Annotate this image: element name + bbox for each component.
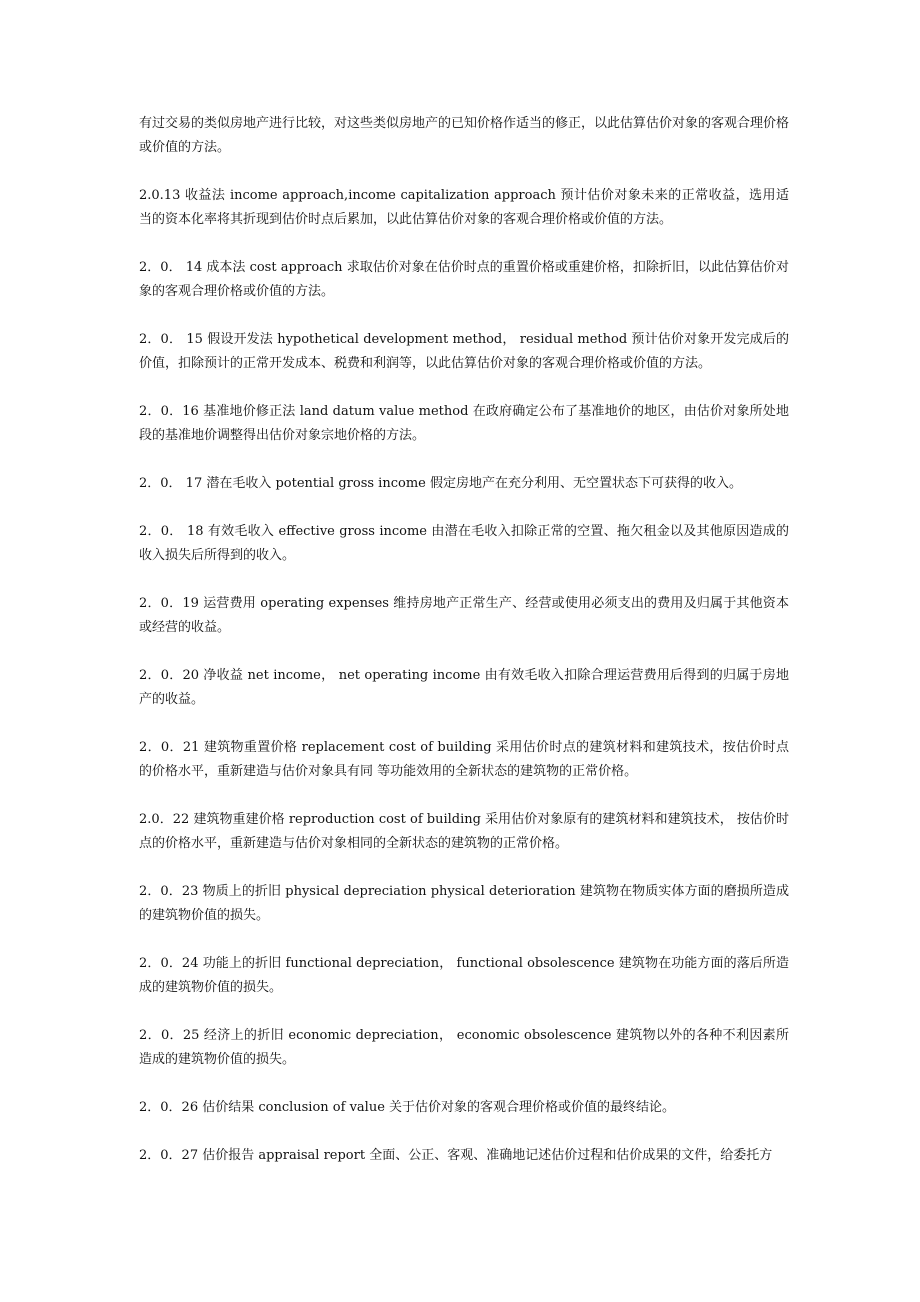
paragraph-2-0-19: 2．0．19 运营费用 operating expenses 维持房地产正常生产、经营或使用必须支出的费用及归属于其他资本或经营的收益。 — [139, 596, 789, 635]
paragraph-2-0-15: 2．0． 15 假设开发法 hypothetical development method， residual method 预计估价对象开发完成后的价值，扣除预计的正常开发成本、税费和利润等，以此估算估价对象的客观合理价格或价值的方法。 — [139, 332, 789, 371]
paragraph-2-0-16: 2．0．16 基准地价修正法 land datum value method 在政府确定公布了基准地价的地区，由估价对象所处地段的基准地价调整得出估价对象宗地价格的方法。 — [139, 404, 789, 443]
paragraph-2-0-22: 2.0．22 建筑物重建价格 reproduction cost of building 采用估价对象原有的建筑材料和建筑技术， 按估价时点的价格水平，重新建造与估价对象相同的全新状态的建筑物的正常价格。 — [139, 812, 789, 851]
paragraph-2-0-14: 2．0． 14 成本法 cost approach 求取估价对象在估价时点的重置价格或重建价格，扣除折旧，以此估算估价对象的客观合理价格或价值的方法。 — [139, 260, 789, 299]
paragraph-2-0-24: 2．0．24 功能上的折旧 functional depreciation， functional obsolescence 建筑物在功能方面的落后所造成的建筑物价值的损失。 — [139, 956, 789, 995]
paragraph-2-0-13: 2.0.13 收益法 income approach,income capitalization approach 预计估价对象未来的正常收益，选用适当的资本化率将其折现到估价时点后累加，以此估算估价对象的客观合理价格或价值的方法。 — [139, 188, 789, 227]
paragraph-2-0-20: 2．0．20 净收益 net income， net operating income 由有效毛收入扣除合理运营费用后得到的归属于房地产的收益。 — [139, 668, 789, 707]
paragraph-2-0-27: 2．0．27 估价报告 appraisal report 全面、公正、客观、准确地记述估价过程和估价成果的文件，给委托方 — [139, 1148, 773, 1163]
paragraph-2-0-21: 2．0．21 建筑物重置价格 replacement cost of building 采用估价时点的建筑材料和建筑技术，按估价时点的价格水平，重新建造与估价对象具有同 等功能效用的全新状态的建筑物的正常价格。 — [139, 740, 789, 779]
paragraph-continuation: 有过交易的类似房地产进行比较，对这些类似房地产的已知价格作适当的修正，以此估算估价对象的客观合理价格或价值的方法。 — [139, 116, 790, 155]
paragraph-2-0-26: 2．0．26 估价结果 conclusion of value 关于估价对象的客观合理价格或价值的最终结论。 — [139, 1100, 676, 1115]
paragraph-2-0-18: 2．0． 18 有效毛收入 effective gross income 由潜在毛收入扣除正常的空置、拖欠租金以及其他原因造成的收入损失后所得到的收入。 — [139, 524, 789, 563]
paragraph-2-0-17: 2．0． 17 潜在毛收入 potential gross income 假定房地产在充分利用、无空置状态下可获得的收入。 — [139, 476, 742, 491]
document-body — [139, 112, 789, 1192]
paragraph-2-0-25: 2．0．25 经济上的折旧 economic depreciation， economic obsolescence 建筑物以外的各种不利因素所造成的建筑物价值的损失。 — [139, 1028, 789, 1067]
paragraph-2-0-23: 2．0．23 物质上的折旧 physical depreciation physical deterioration 建筑物在物质实体方面的磨损所造成的建筑物价值的损失。 — [139, 884, 789, 923]
